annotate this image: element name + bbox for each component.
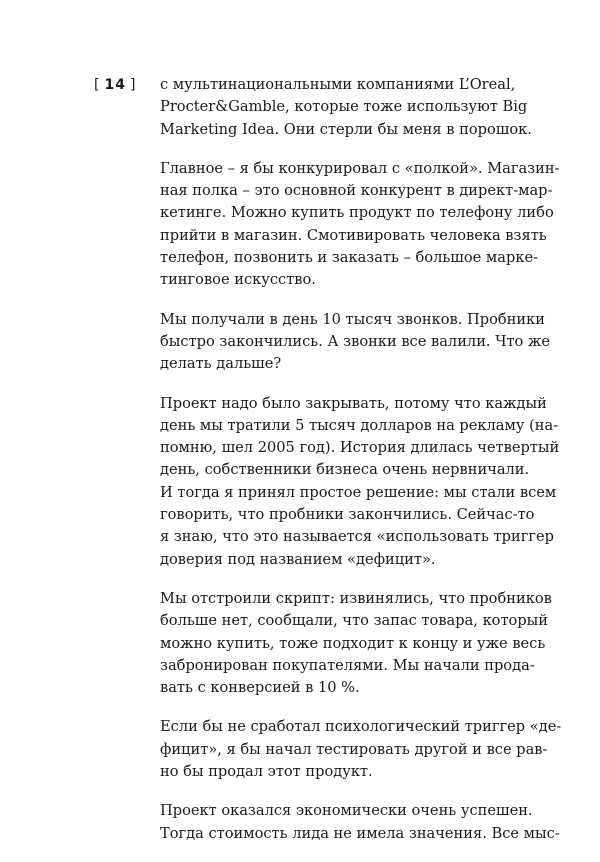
- text-line: день мы тратили 5 тысяч долларов на рекламу (на-: [160, 416, 559, 434]
- paragraph: [160, 74, 532, 141]
- text-line: делать дальше?: [160, 355, 282, 373]
- page-number-value: 14: [104, 77, 126, 93]
- text-line: ная полка – это основной конкурент в директ-мар-: [160, 182, 553, 200]
- paragraph: [160, 588, 552, 699]
- text-line: Проект оказался экономически очень успешен.: [160, 802, 533, 820]
- text-line: Мы получали в день 10 тысяч звонков. Пробники: [160, 310, 545, 328]
- text-line: можно купить, тоже подходит к концу и уже весь: [160, 634, 546, 652]
- page-number: [ 14 ]: [94, 77, 137, 93]
- text-line: доверия под названием «дефицит».: [160, 550, 436, 568]
- text-line: день, собственники бизнеса очень нервничали.: [160, 461, 530, 479]
- text-line: Marketing Idea. Они стерли бы меня в порошок.: [160, 120, 532, 138]
- text-line: говорить, что пробники закончились. Сейчас-то: [160, 506, 535, 524]
- text-line: фицит», я бы начал тестировать другой и все рав-: [160, 740, 548, 758]
- paragraph: [160, 393, 560, 571]
- text-line: Проект надо было закрывать, потому что каждый: [160, 394, 547, 412]
- paragraph: [160, 158, 560, 292]
- text-line: И тогда я принял простое решение: мы стали всем: [160, 483, 557, 501]
- text-line: с мультинациональными компаниями L’Oreal,: [160, 76, 516, 93]
- text-line: забронирован покупателями. Мы начали прода-: [160, 656, 535, 674]
- paragraph: [160, 800, 560, 845]
- text-line: телефон, позвонить и заказать – большое марке-: [160, 249, 539, 267]
- text-line: но бы продал этот продукт.: [160, 763, 373, 781]
- text-line: тинговое искусство.: [160, 271, 316, 289]
- text-line: больше нет, сообщали, что запас товара, который: [160, 612, 549, 630]
- text-line: Если бы не сработал психологический триггер «де-: [160, 718, 562, 736]
- text-line: прийти в магазин. Смотивировать человека взять: [160, 226, 547, 244]
- text-line: Procter&Gamble, которые тоже используют Big: [160, 98, 528, 116]
- text-line: кетинге. Можно купить продукт по телефону либо: [160, 204, 554, 222]
- text-line: Тогда стоимость лида не имела значения. Все мыс-: [160, 824, 560, 842]
- paragraph: [160, 309, 551, 376]
- text-line: помню, шел 2005 год). История длилась четвертый: [160, 439, 560, 457]
- text-line: Мы отстроили скрипт: извинялись, что пробников: [160, 589, 552, 607]
- text-line: Главное – я бы конкурировал с «полкой». Магазин-: [160, 159, 560, 177]
- text-line: я знаю, что это называется «использовать триггер: [160, 528, 554, 546]
- text-line: вать с конверсией в 10 %.: [160, 679, 360, 697]
- text-line: быстро закончились. А звонки все валили. Что же: [160, 332, 551, 350]
- body-text: [160, 74, 562, 862]
